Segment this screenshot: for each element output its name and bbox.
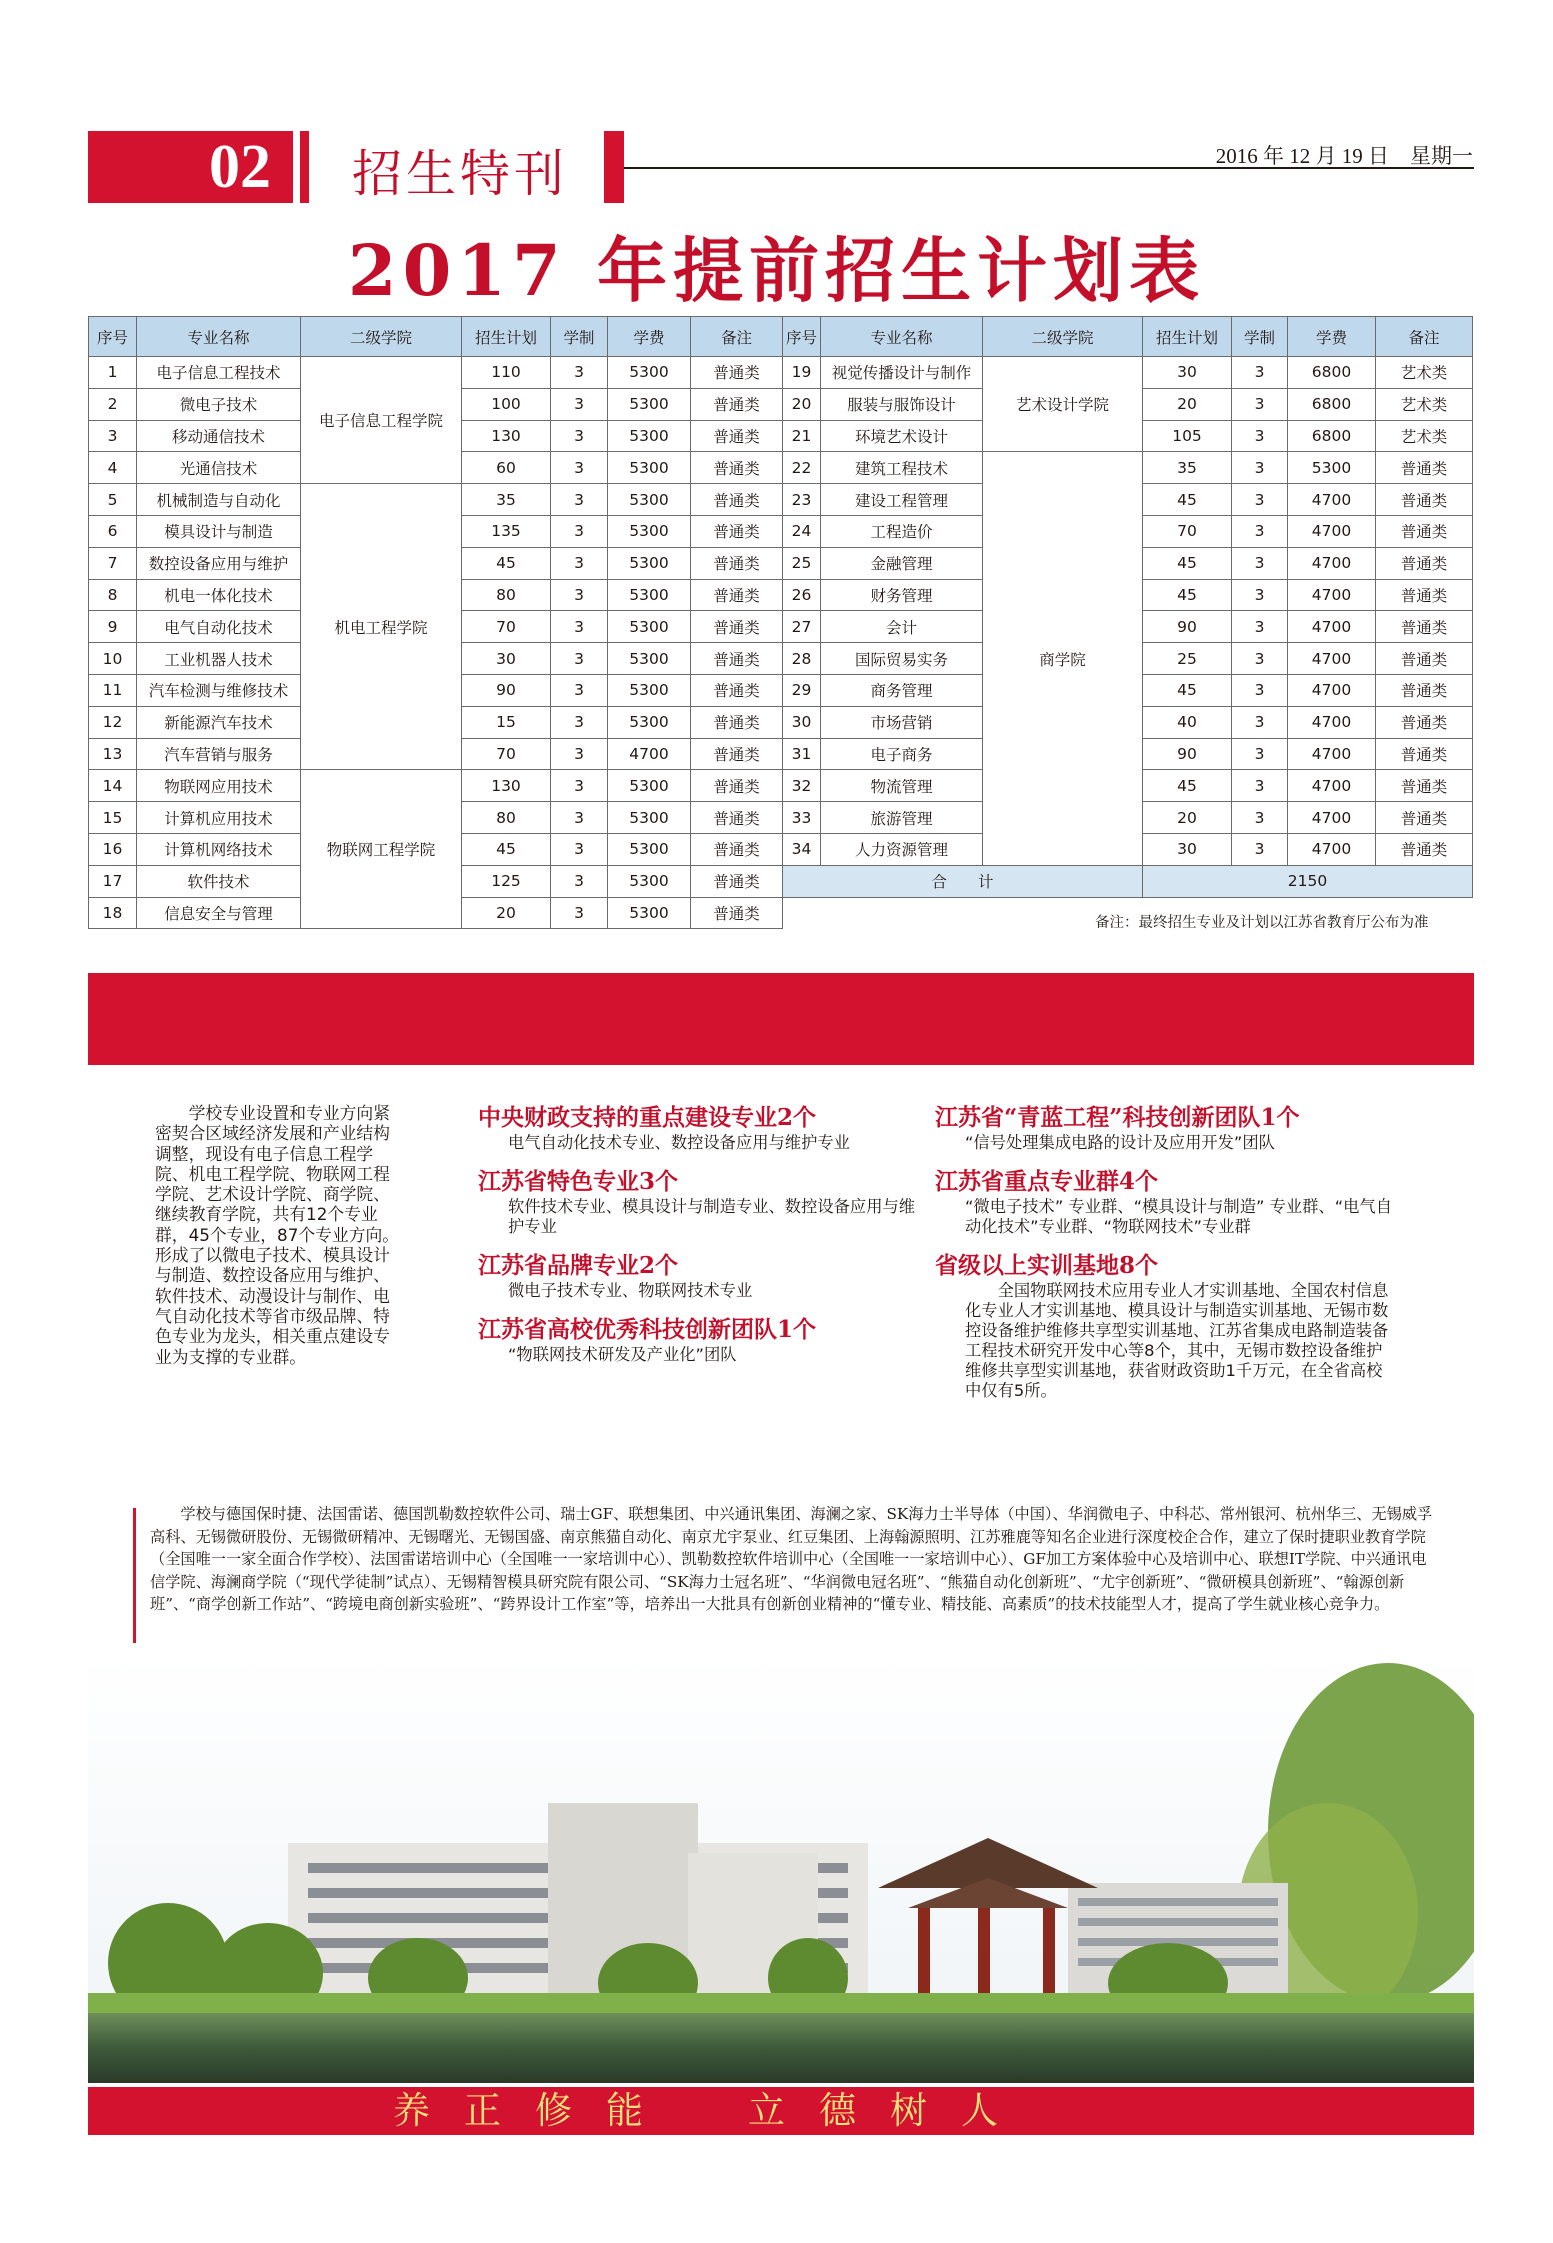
table-cell: 70	[1143, 515, 1232, 547]
table-cell: 艺术类	[1376, 420, 1473, 452]
highlight-text: “微电子技术” 专业群、“模具设计与制造” 专业群、“电气自动化技术”专业群、“物联网技术”专业群	[965, 1197, 1392, 1236]
table-cell: 5300	[1288, 452, 1376, 484]
table-cell: 普通类	[691, 770, 783, 802]
table-cell: 3	[1232, 484, 1288, 516]
table-cell: 45	[1143, 674, 1232, 706]
table-row	[783, 357, 1473, 389]
table-cell: 5300	[608, 357, 691, 389]
table-cell: 光通信技术	[137, 452, 301, 484]
table-cell: 电子信息工程学院	[301, 357, 462, 484]
table-cell: 24	[783, 515, 821, 547]
table-cell: 28	[783, 643, 821, 675]
table-cell: 3	[1232, 643, 1288, 675]
table-cell: 普通类	[1376, 802, 1473, 834]
table-cell: 市场营销	[821, 706, 983, 738]
table-cell: 3	[551, 547, 608, 579]
col-header: 二级学院	[983, 317, 1143, 357]
table-cell: 22	[783, 452, 821, 484]
table-cell: 16	[89, 833, 137, 865]
table-cell: 3	[1232, 357, 1288, 389]
table-cell: 视觉传播设计与制作	[821, 357, 983, 389]
table-cell: 8	[89, 579, 137, 611]
table-cell: 70	[462, 611, 551, 643]
header-divider	[300, 131, 309, 203]
highlight-text: 微电子技术专业、物联网技术专业	[508, 1281, 753, 1300]
table-cell: 45	[1143, 484, 1232, 516]
table-cell: 11	[89, 674, 137, 706]
table-row	[89, 484, 783, 516]
table-cell: 3	[1232, 547, 1288, 579]
table-cell: 32	[783, 770, 821, 802]
table-cell: 艺术类	[1376, 388, 1473, 420]
table-cell: 物联网工程学院	[301, 770, 462, 929]
table-cell: 130	[462, 420, 551, 452]
table-cell: 5300	[608, 865, 691, 897]
table-cell: 5300	[608, 484, 691, 516]
table-cell: 商务管理	[821, 674, 983, 706]
table-cell: 机电工程学院	[301, 484, 462, 770]
table-cell: 18	[89, 897, 137, 929]
table-cell: 15	[89, 802, 137, 834]
table-cell: 艺术设计学院	[983, 357, 1143, 452]
table-cell: 普通类	[691, 611, 783, 643]
table-cell: 10	[89, 643, 137, 675]
plan-table-right	[782, 316, 1473, 898]
table-cell: 3	[551, 674, 608, 706]
table-cell: 4700	[1288, 770, 1376, 802]
table-cell: 4700	[1288, 802, 1376, 834]
highlight-text: 全国物联网技术应用专业人才实训基地、全国农村信息化专业人才实训基地、模具设计与制造实训基地、无锡市数控设备维护维修共享型实训基地、江苏省集成电路制造装备工程技术研究开发中心等8个，其中，无锡市数控设备维护维修共享型实训基地，获省财政资助1千万元，在全省高校中仅有5所。	[965, 1281, 1389, 1400]
col-header: 序号	[783, 317, 821, 357]
table-cell: 5300	[608, 579, 691, 611]
table-cell: 移动通信技术	[137, 420, 301, 452]
table-row	[783, 452, 1473, 484]
table-cell: 普通类	[1376, 770, 1473, 802]
table-cell: 普通类	[1376, 738, 1473, 770]
highlight-title: 江苏省特色专业3个	[478, 1168, 679, 1195]
table-cell: 90	[1143, 611, 1232, 643]
table-cell: 90	[1143, 738, 1232, 770]
col-header: 招生计划	[462, 317, 551, 357]
table-cell: 110	[462, 357, 551, 389]
issue-date: 2016 年 12 月 19 日 星期一	[1215, 144, 1473, 168]
table-cell: 微电子技术	[137, 388, 301, 420]
highlight-text: 软件技术专业、模具设计与制造专业、数控设备应用与维护专业	[508, 1197, 916, 1236]
section-title: 招生特刊	[352, 145, 568, 203]
table-cell: 4700	[1288, 738, 1376, 770]
table-cell: 30	[462, 643, 551, 675]
table-cell: 4700	[1288, 579, 1376, 611]
table-cell: 130	[462, 770, 551, 802]
table-cell: 5300	[608, 802, 691, 834]
table-cell: 20	[1143, 802, 1232, 834]
table-cell: 3	[551, 452, 608, 484]
table-cell: 财务管理	[821, 579, 983, 611]
table-cell: 普通类	[691, 420, 783, 452]
table-cell: 3	[1232, 388, 1288, 420]
table-cell: 4700	[608, 738, 691, 770]
table-cell: 电气自动化技术	[137, 611, 301, 643]
table-cell: 3	[551, 420, 608, 452]
table-cell: 普通类	[691, 674, 783, 706]
table-cell: 30	[783, 706, 821, 738]
highlights-right	[935, 1103, 1395, 1415]
table-cell: 12	[89, 706, 137, 738]
table-cell: 4700	[1288, 547, 1376, 579]
table-cell: 5300	[608, 833, 691, 865]
col-header: 备注	[1376, 317, 1473, 357]
table-cell: 普通类	[691, 802, 783, 834]
highlights-middle	[478, 1103, 918, 1379]
plan-table-left	[88, 316, 783, 929]
table-cell: 旅游管理	[821, 802, 983, 834]
table-cell: 3	[1232, 674, 1288, 706]
table-cell: 3	[551, 706, 608, 738]
table-cell: 29	[783, 674, 821, 706]
table-cell: 5300	[608, 452, 691, 484]
table-cell: 25	[1143, 643, 1232, 675]
table-cell: 普通类	[691, 897, 783, 929]
table-cell: 4700	[1288, 484, 1376, 516]
table-cell: 普通类	[691, 388, 783, 420]
table-note: 备注：最终招生专业及计划以江苏省教育厅公布为准	[1095, 915, 1429, 931]
table-cell: 物流管理	[821, 770, 983, 802]
table-cell: 3	[1232, 611, 1288, 643]
table-cell: 7	[89, 547, 137, 579]
col-header: 序号	[89, 317, 137, 357]
table-cell: 普通类	[691, 547, 783, 579]
table-cell: 45	[1143, 579, 1232, 611]
table-cell: 4700	[1288, 515, 1376, 547]
table-cell: 6800	[1288, 420, 1376, 452]
table-cell: 9	[89, 611, 137, 643]
table-cell: 21	[783, 420, 821, 452]
table-cell: 30	[1143, 357, 1232, 389]
table-cell: 3	[1232, 770, 1288, 802]
col-header: 招生计划	[1143, 317, 1232, 357]
table-cell: 普通类	[691, 515, 783, 547]
table-cell: 31	[783, 738, 821, 770]
table-cell: 5300	[608, 706, 691, 738]
table-cell: 27	[783, 611, 821, 643]
table-cell: 60	[462, 452, 551, 484]
table-cell: 普通类	[691, 865, 783, 897]
table-cell: 模具设计与制造	[137, 515, 301, 547]
table-cell: 机电一体化技术	[137, 579, 301, 611]
col-header: 二级学院	[301, 317, 462, 357]
table-cell: 普通类	[1376, 452, 1473, 484]
page-title: 2017 年提前招生计划表	[347, 229, 1206, 312]
table-cell: 33	[783, 802, 821, 834]
table-cell: 3	[551, 643, 608, 675]
table-cell: 5300	[608, 388, 691, 420]
motto-banner: 养正修能 立德树人	[88, 2087, 1474, 2135]
table-cell: 3	[551, 357, 608, 389]
table-cell: 3	[551, 897, 608, 929]
table-cell: 45	[462, 833, 551, 865]
table-cell: 45	[1143, 547, 1232, 579]
table-cell: 普通类	[691, 452, 783, 484]
table-cell: 汽车检测与维修技术	[137, 674, 301, 706]
table-cell: 计算机网络技术	[137, 833, 301, 865]
table-cell: 35	[1143, 452, 1232, 484]
table-cell: 3	[1232, 738, 1288, 770]
table-cell: 15	[462, 706, 551, 738]
table-cell: 6	[89, 515, 137, 547]
table-cell: 环境艺术设计	[821, 420, 983, 452]
table-cell: 5300	[608, 770, 691, 802]
table-cell: 普通类	[1376, 611, 1473, 643]
table-cell: 电子信息工程技术	[137, 357, 301, 389]
table-cell: 34	[783, 833, 821, 865]
table-cell: 普通类	[1376, 833, 1473, 865]
table-cell: 3	[1232, 515, 1288, 547]
table-cell: 4700	[1288, 643, 1376, 675]
table-cell: 4700	[1288, 674, 1376, 706]
table-cell: 3	[89, 420, 137, 452]
table-cell: 信息安全与管理	[137, 897, 301, 929]
partners-paragraph: 学校与德国保时捷、法国雷诺、德国凯勒数控软件公司、瑞士GF、联想集团、中兴通讯集团、海澜之家、SK海力士半导体（中国）、华润微电子、中科芯、常州银河、杭州华三、无锡威孚高科、无锡微研股份、无锡微研精冲、无锡曙光、无锡国盛、南京熊猫自动化、南京尤宇泵业、红豆集团、上海翰源照明、江苏雅鹿等知名企业进行深度校企合作，建立了保时捷职业教育学院（全国唯一一家全面合作学校）、法国雷诺培训中心（全国唯一一家培训中心）、凯勒数控软件培训中心（全国唯一一家培训中心）、GF加工方案体验中心及培训中心、联想IT学院、中兴通讯电信学院、海澜商学院（“现代学徒制”试点）、无锡精智模具研究院有限公司、“SK海力士冠名班”、“华润微电冠名班”、“熊猫自动化创新班”、“尤宇创新班”、“微研模具创新班”、“翰源创新班”、“商学创新工作站”、“跨境电商创新实验班”、“跨界设计工作室”等，培养出一大批具有创新创业精神的“懂专业、精技能、高素质”的技术技能型人才，提高了学生就业核心竞争力。	[150, 1505, 1433, 1613]
table-cell: 5300	[608, 420, 691, 452]
table-cell: 5300	[608, 674, 691, 706]
table-cell: 3	[551, 738, 608, 770]
table-cell: 30	[1143, 833, 1232, 865]
table-cell: 商学院	[983, 452, 1143, 865]
highlight-title: 江苏省高校优秀科技创新团队1个	[478, 1316, 817, 1343]
table-cell: 3	[551, 484, 608, 516]
table-cell: 5300	[608, 643, 691, 675]
table-cell: 5300	[608, 611, 691, 643]
table-cell: 普通类	[691, 357, 783, 389]
table-cell: 6800	[1288, 388, 1376, 420]
highlight-title: 江苏省品牌专业2个	[478, 1252, 679, 1279]
table-cell: 19	[783, 357, 821, 389]
table-cell: 普通类	[1376, 706, 1473, 738]
header-red-block	[604, 131, 624, 203]
table-row	[89, 357, 783, 389]
table-cell: 35	[462, 484, 551, 516]
table-cell: 3	[551, 802, 608, 834]
table-cell: 4	[89, 452, 137, 484]
table-cell: 5300	[608, 515, 691, 547]
table-cell: 135	[462, 515, 551, 547]
table-cell: 80	[462, 579, 551, 611]
table-cell: 普通类	[691, 706, 783, 738]
highlight-title: 江苏省“青蓝工程”科技创新团队1个	[935, 1104, 1300, 1131]
table-cell: 普通类	[691, 738, 783, 770]
table-cell: 20	[1143, 388, 1232, 420]
total-value: 2150	[1143, 865, 1473, 897]
red-banner	[88, 973, 1474, 1065]
highlight-text: “信号处理集成电路的设计及应用开发”团队	[965, 1133, 1275, 1152]
table-cell: 14	[89, 770, 137, 802]
highlight-text: “物联网技术研发及产业化”团队	[508, 1345, 737, 1364]
table-cell: 25	[783, 547, 821, 579]
table-cell: 计算机应用技术	[137, 802, 301, 834]
table-cell: 普通类	[691, 643, 783, 675]
table-cell: 普通类	[1376, 547, 1473, 579]
table-cell: 机械制造与自动化	[137, 484, 301, 516]
table-cell: 国际贸易实务	[821, 643, 983, 675]
table-cell: 艺术类	[1376, 357, 1473, 389]
table-cell: 90	[462, 674, 551, 706]
col-header: 专业名称	[821, 317, 983, 357]
table-cell: 105	[1143, 420, 1232, 452]
highlight-title: 省级以上实训基地8个	[935, 1252, 1159, 1279]
table-cell: 1	[89, 357, 137, 389]
table-cell: 普通类	[691, 833, 783, 865]
highlight-title: 江苏省重点专业群4个	[935, 1168, 1159, 1195]
table-cell: 普通类	[691, 579, 783, 611]
table-row	[89, 770, 783, 802]
table-cell: 5300	[608, 547, 691, 579]
highlight-title: 中央财政支持的重点建设专业2个	[478, 1104, 817, 1131]
table-cell: 3	[551, 611, 608, 643]
table-cell: 普通类	[1376, 484, 1473, 516]
table-cell: 70	[462, 738, 551, 770]
table-cell: 3	[551, 515, 608, 547]
table-cell: 3	[551, 833, 608, 865]
table-cell: 3	[551, 388, 608, 420]
table-cell: 4700	[1288, 833, 1376, 865]
col-header: 专业名称	[137, 317, 301, 357]
table-cell: 物联网应用技术	[137, 770, 301, 802]
table-cell: 20	[462, 897, 551, 929]
table-cell: 125	[462, 865, 551, 897]
table-cell: 3	[551, 865, 608, 897]
table-cell: 2	[89, 388, 137, 420]
campus-illustration	[88, 1653, 1474, 2083]
table-cell: 金融管理	[821, 547, 983, 579]
table-cell: 3	[1232, 833, 1288, 865]
table-cell: 普通类	[1376, 674, 1473, 706]
table-cell: 工业机器人技术	[137, 643, 301, 675]
table-cell: 3	[1232, 420, 1288, 452]
table-cell: 汽车营销与服务	[137, 738, 301, 770]
table-cell: 100	[462, 388, 551, 420]
table-cell: 服装与服饰设计	[821, 388, 983, 420]
table-cell: 4700	[1288, 706, 1376, 738]
table-cell: 人力资源管理	[821, 833, 983, 865]
highlight-text: 电气自动化技术专业、数控设备应用与维护专业	[508, 1133, 850, 1152]
campus-photo	[88, 1653, 1474, 2083]
table-cell: 80	[462, 802, 551, 834]
table-cell: 建筑工程技术	[821, 452, 983, 484]
table-cell: 3	[551, 770, 608, 802]
table-cell: 软件技术	[137, 865, 301, 897]
table-cell: 3	[1232, 452, 1288, 484]
partners-bar	[133, 1508, 136, 1643]
table-cell: 5300	[608, 897, 691, 929]
table-cell: 26	[783, 579, 821, 611]
table-cell: 23	[783, 484, 821, 516]
table-cell: 4700	[1288, 611, 1376, 643]
table-cell: 3	[1232, 579, 1288, 611]
table-cell: 13	[89, 738, 137, 770]
table-cell: 20	[783, 388, 821, 420]
table-cell: 普通类	[1376, 579, 1473, 611]
total-label: 合 计	[783, 865, 1143, 897]
table-cell: 工程造价	[821, 515, 983, 547]
col-header: 学制	[1232, 317, 1288, 357]
table-cell: 45	[1143, 770, 1232, 802]
table-cell: 建设工程管理	[821, 484, 983, 516]
table-cell: 45	[462, 547, 551, 579]
page-number: 02	[88, 131, 293, 203]
table-cell: 5	[89, 484, 137, 516]
table-cell: 电子商务	[821, 738, 983, 770]
table-cell: 6800	[1288, 357, 1376, 389]
table-cell: 新能源汽车技术	[137, 706, 301, 738]
table-cell: 会计	[821, 611, 983, 643]
table-cell: 40	[1143, 706, 1232, 738]
table-cell: 普通类	[1376, 643, 1473, 675]
total-row	[783, 865, 1473, 897]
intro-paragraph: 学校专业设置和专业方向紧密契合区域经济发展和产业结构调整，现设有电子信息工程学院、机电工程学院、物联网工程学院、艺术设计学院、商学院、继续教育学院，共有12个专业群，45个专业，87个专业方向。形成了以微电子技术、模具设计与制造、数控设备应用与维护、软件技术、动漫设计与制作、电气自动化技术等省市级品牌、特色专业为龙头，相关重点建设专业为支撑的专业群。	[155, 1103, 400, 1367]
col-header: 学制	[551, 317, 608, 357]
col-header: 学费	[608, 317, 691, 357]
table-cell: 3	[1232, 802, 1288, 834]
table-cell: 普通类	[691, 484, 783, 516]
table-cell: 数控设备应用与维护	[137, 547, 301, 579]
table-cell: 3	[551, 579, 608, 611]
col-header: 备注	[691, 317, 783, 357]
table-cell: 3	[1232, 706, 1288, 738]
table-cell: 17	[89, 865, 137, 897]
table-cell: 普通类	[1376, 515, 1473, 547]
col-header: 学费	[1288, 317, 1376, 357]
